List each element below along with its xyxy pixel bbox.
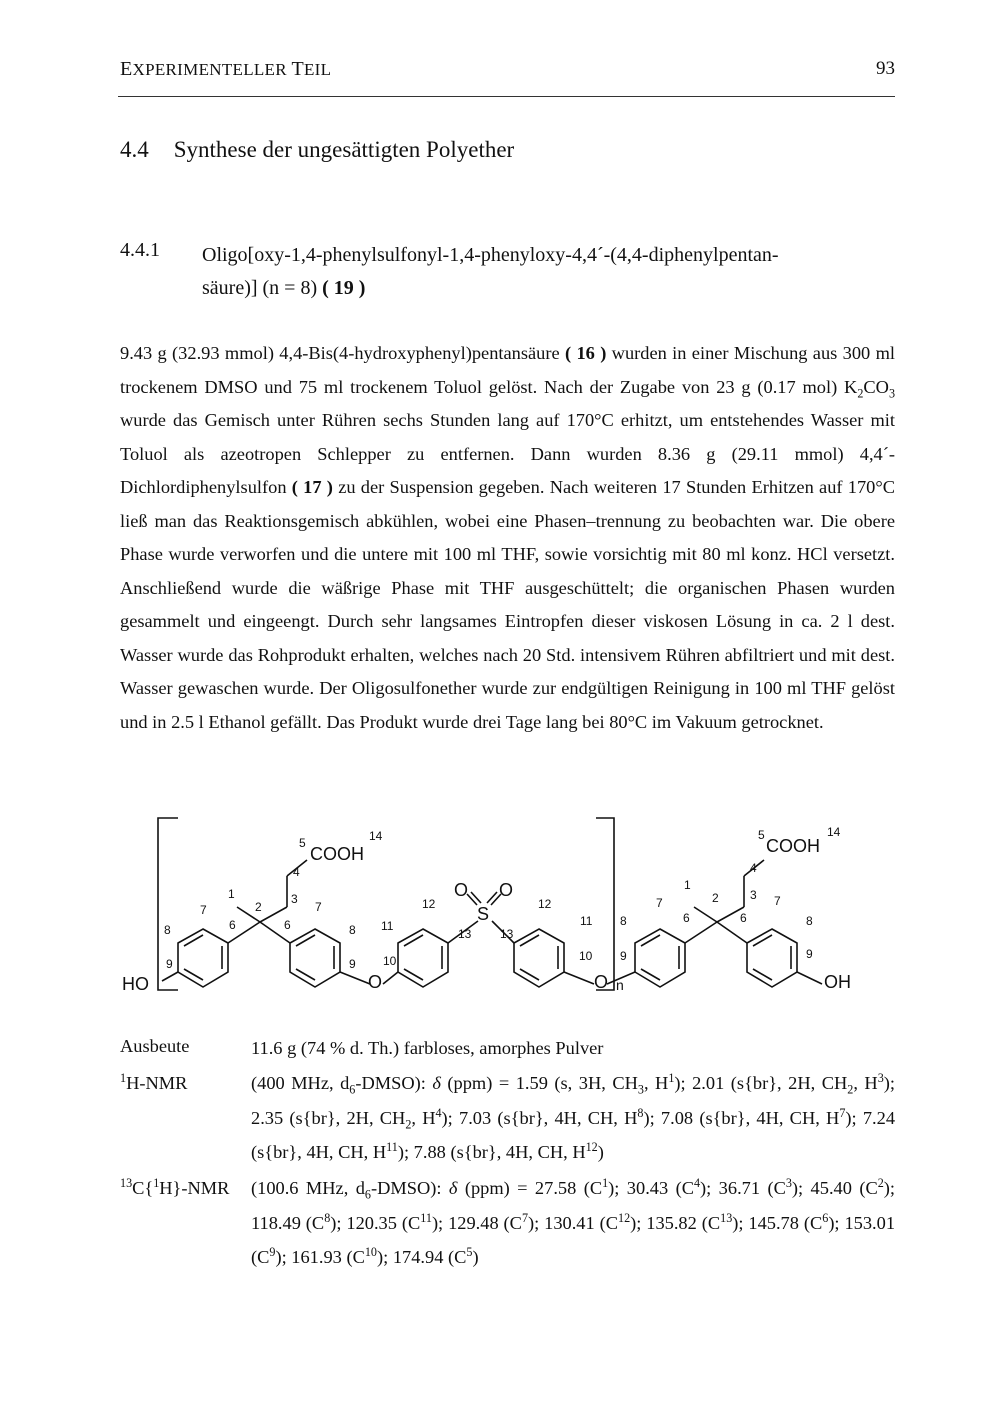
sulfur-label: S — [477, 904, 490, 924]
atom-num-3b: 3 — [750, 888, 757, 902]
section-title: Synthese der ungesättigten Polyether — [173, 137, 515, 162]
atom-num-2b: 2 — [712, 891, 719, 905]
page-number: 93 — [876, 58, 895, 79]
atom-num-5b: 5 — [758, 828, 765, 842]
running-header: EXPERIMENTELLER TEIL — [120, 58, 332, 80]
chemical-structure — [100, 810, 900, 1010]
section-heading — [120, 137, 514, 163]
atom-num-9b: 9 — [349, 957, 356, 971]
atom-num-14: 14 — [369, 829, 383, 843]
repeat-n-label: n — [616, 977, 624, 993]
atom-num-6d: 6 — [740, 911, 747, 925]
atom-num-12: 12 — [422, 897, 436, 911]
header-rule — [118, 96, 895, 97]
yield-value: 11.6 g (74 % d. Th.) farbloses, amorphes Pulver — [251, 1038, 604, 1058]
hnmr-label: $^1$H-NMR — [120, 1070, 188, 1093]
procedure-paragraph: 9.43 g (32.93 mmol) 4,4-Bis(4-hydroxyphenyl)pentansäure ( 16 ) wurden in einer Mischung aus 300 ml trockenem DMSO und 75 ml trockenem Toluol gelöst. Nach der Zugabe von 23 g (0.17 mol) $K_2CO_3$ wurde das Gemisch unter Rühren sechs Stunden lang auf 170°C erhitzt, um entstehendes Wasser mit Toluol als azeotropen Schlepper zu entfernen. Dann wurden 8.36 g (29.11 mmol) 4,4´-Dichlordiphenylsulfon ( 17 ) zu der Suspension gegeben. Nach weiteren 17 Stunden Erhitzen auf 170°C ließ man das Reaktionsgemisch abkühlen, wobei eine Phasen–trennung zu beobachten war. Die obere Phase wurde verworfen und die untere mit 100 ml THF, sowie vorsichtig mit 80 ml konz. HCl versetzt. Anschließend wurde die wäßrige Phase mit THF ausgeschüttelt; die organischen Phasen wurden gesammelt und eingeengt. Durch sehr langsames Eintropfen dieser viskosen Lösung in ca. 2 l dest. Wasser wurde das Rohprodukt erhalten, welches nach 20 Std. intensivem Rühren abfiltriert und mit dest. Wasser gewaschen wurde. Der Oligosulfonether wurde zur endgültigen Reinigung in 100 ml THF gelöst und in 2.5 l Ethanol gefällt. Das Produkt wurde drei Tage lang bei 80°C im Vakuum getrocknet. — [120, 343, 895, 732]
atom-num-6c: 6 — [683, 911, 690, 925]
compound-ref-19: ( 19 ) — [322, 277, 366, 299]
atom-num-7b: 7 — [315, 900, 322, 914]
atom-num-9d: 9 — [806, 947, 813, 961]
atom-num-12b: 12 — [538, 897, 552, 911]
oh-label: OH — [824, 972, 851, 992]
atom-num-4b: 4 — [750, 861, 757, 875]
cnmr-label: $^{13}$C{$^1$H}-NMR — [120, 1175, 230, 1198]
atom-num-1b: 1 — [684, 878, 691, 892]
atom-num-2: 2 — [255, 900, 262, 914]
atom-num-7: 7 — [200, 903, 207, 917]
compound-ref-16: ( 16 ) — [565, 343, 607, 363]
atom-num-14b: 14 — [827, 825, 841, 839]
atom-num-10b: 10 — [579, 949, 593, 963]
atom-num-1: 1 — [228, 887, 235, 901]
atom-num-3: 3 — [291, 892, 298, 906]
subsection-title: Oligo[oxy-1,4-phenylsulfonyl-1,4-phenyloxy-4,4´-(4,4-diphenylpentan- säure)] (n = 8) ( 19 ) — [202, 244, 779, 299]
atom-num-8b: 8 — [349, 923, 356, 937]
atom-num-7c: 7 — [656, 896, 663, 910]
atom-num-8: 8 — [164, 923, 171, 937]
compound-ref-17: ( 17 ) — [291, 477, 333, 497]
ho-label: HO — [122, 974, 149, 994]
cnmr-data: (100.6 MHz, $d_6-DMSO$): δ (ppm) = 27.58 $(C^1)$; 30.43 $(C^4)$; 36.71 $(C^3)$; 45.40 $(C^2)$; 118.49 $(C^8)$; 120.35 $(C^{11})$; 129.48 $(C^7)$; 130.41 $(C^{12})$; 135.82 $(C^{13})$; 145.78 $(C^6)$; 153.01 $(C^9)$; 161.93 $(C^{10})$; 174.94 $(C^5)$ — [251, 1175, 896, 1267]
atom-num-11b: 11 — [580, 914, 593, 928]
atom-num-11: 11 — [381, 919, 394, 933]
atom-num-13b: 13 — [500, 927, 514, 941]
atom-num-8c: 8 — [620, 914, 627, 928]
atom-num-6: 6 — [229, 918, 236, 932]
atom-num-8d: 8 — [806, 914, 813, 928]
atom-num-7d: 7 — [774, 894, 781, 908]
atom-num-5: 5 — [299, 836, 306, 850]
atom-num-4: 4 — [293, 865, 300, 879]
sulfonyl-o-label-1: O — [454, 880, 469, 900]
hnmr-data: (400 MHz, $d_6-DMSO$): δ (ppm) = 1.59 (s, 3H, $CH_3$, $H^1$); 2.01 (s{br}, 2H, $CH_2$, $H^3$); 2.35 (s{br}, 2H, $CH_2$, $H^4$); 7.03 (s{br}, 4H, CH, $H^8$); 7.08 (s{br}, 4H, CH, $H^7$); 7.24 (s{br}, 4H, CH, $H^{11}$); 7.88 (s{br}, 4H, CH, $H^{12}$) — [251, 1070, 896, 1162]
yield-label: Ausbeute — [120, 1036, 190, 1056]
atom-num-13: 13 — [458, 927, 472, 941]
cooh-label-right: COOH — [766, 836, 820, 856]
sulfonyl-o-label-2: O — [499, 880, 514, 900]
atom-num-9: 9 — [166, 957, 173, 971]
cooh-label-left: COOH — [310, 844, 364, 864]
ether-o-label-2: O — [594, 972, 609, 992]
atom-num-6b: 6 — [284, 918, 291, 932]
section-number: 4.4 — [120, 137, 149, 162]
atom-num-9c: 9 — [620, 949, 627, 963]
atom-num-10: 10 — [383, 954, 397, 968]
subsection-number: 4.4.1 — [120, 239, 160, 261]
ether-o-label-1: O — [368, 972, 383, 992]
